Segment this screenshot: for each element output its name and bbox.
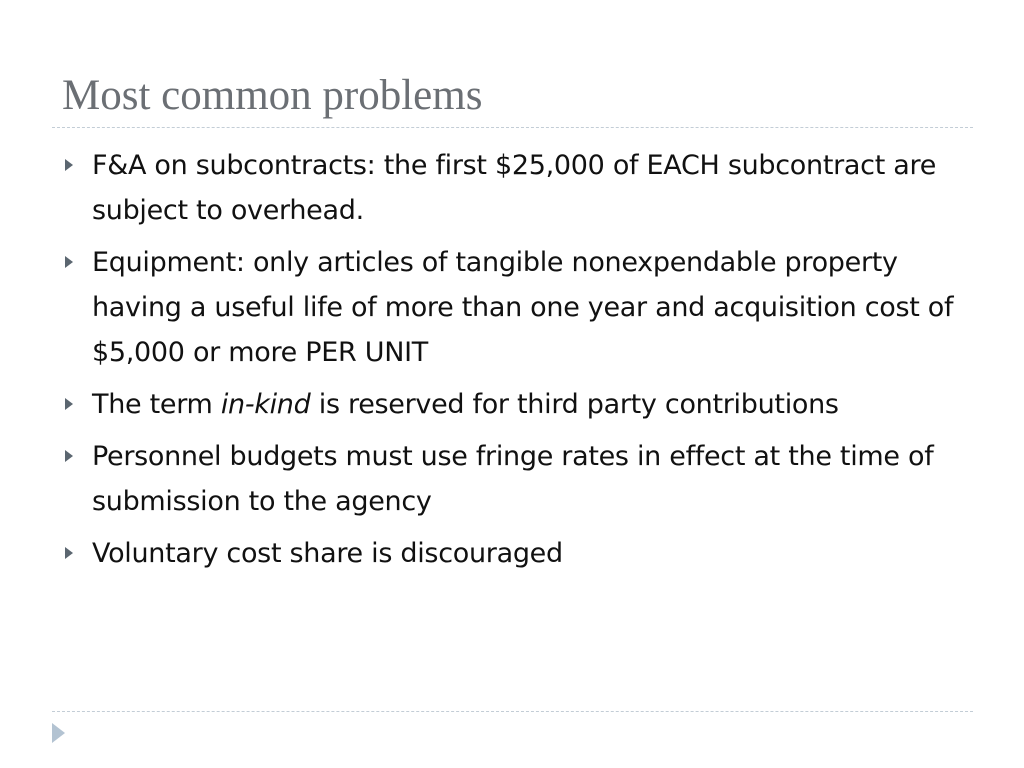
bullet-text: Equipment: only articles of tangible nonexpendable property having a useful life of more than one year and acquisition cost of $5,000 or more PER UNIT	[92, 247, 954, 368]
bullet-triangle-icon	[65, 450, 73, 462]
title-divider	[52, 127, 973, 128]
bullet-item-subcontracts	[60, 143, 960, 233]
bullet-text: F&A on subcontracts: the first $25,000 of EACH subcontract are subject to overhead.	[92, 150, 937, 226]
bullet-item-cost-share	[60, 531, 960, 576]
bullet-text: Personnel budgets must use fringe rates in effect at the time of submission to the agency	[92, 441, 934, 517]
bullet-text-italic: in-kind	[220, 389, 311, 420]
bullet-item-in-kind	[60, 382, 960, 427]
bullet-text-before: The term	[92, 389, 221, 420]
bullet-triangle-icon	[65, 398, 73, 410]
bullet-triangle-icon	[65, 159, 73, 171]
footer-divider	[52, 711, 973, 712]
bullet-text-after: is reserved for third party contributions	[310, 389, 839, 420]
bullet-text: Voluntary cost share is discouraged	[92, 538, 563, 569]
slide-title: Most common problems	[62, 72, 483, 119]
bullet-list	[60, 143, 960, 583]
bullet-triangle-icon	[65, 256, 73, 268]
next-slide-arrow-icon[interactable]	[52, 723, 65, 743]
bullet-item-personnel	[60, 434, 960, 524]
bullet-triangle-icon	[65, 547, 73, 559]
bullet-item-equipment	[60, 240, 960, 375]
